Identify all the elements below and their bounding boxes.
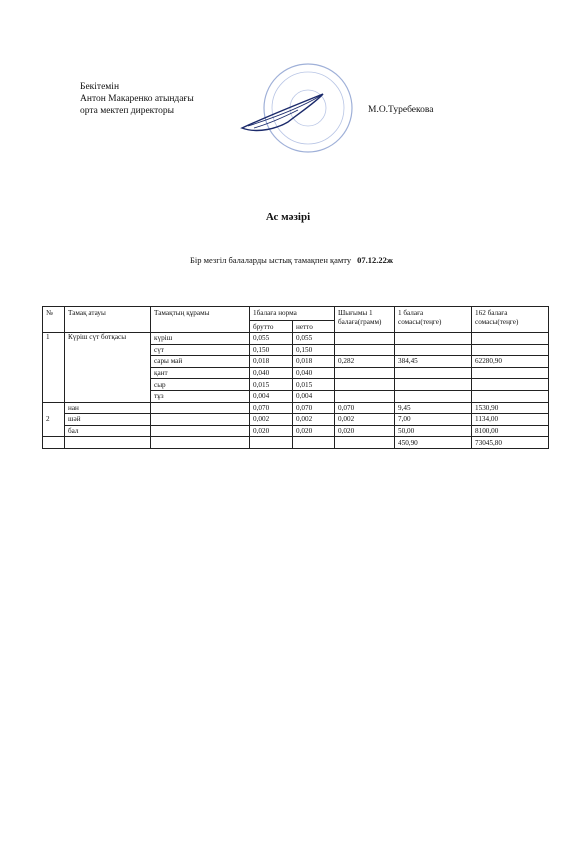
net: 0,020 — [293, 425, 335, 437]
header-norm: 1балаға норма — [250, 307, 335, 321]
net: 0,150 — [293, 344, 335, 356]
header-cost1: 1 балаға сомасы(теңге) — [395, 307, 472, 333]
output — [335, 333, 395, 345]
stamp-signature-image — [228, 56, 368, 166]
net: 0,004 — [293, 390, 335, 402]
net: 0,055 — [293, 333, 335, 345]
ingredient: күріш — [151, 333, 250, 345]
output — [335, 390, 395, 402]
cost162 — [472, 390, 549, 402]
table-row — [43, 425, 549, 437]
table-row — [43, 333, 549, 345]
ingredient: тұз — [151, 390, 250, 402]
cost162 — [472, 333, 549, 345]
subtitle — [190, 255, 393, 265]
page-title: Ас мәзірі — [265, 211, 311, 223]
header-cost162: 162 балаға сомасы(теңге) — [472, 307, 549, 333]
cost162 — [472, 379, 549, 391]
ingredient: нан — [65, 402, 151, 414]
approval-line-2: Антон Макаренко атындағы — [80, 94, 194, 104]
gross: 0,070 — [250, 402, 293, 414]
output — [335, 379, 395, 391]
cost1: 50,00 — [395, 425, 472, 437]
header-num: № — [43, 307, 65, 333]
net: 0,018 — [293, 356, 335, 368]
header-gross: брутто — [250, 321, 293, 333]
header-dish: Тамақ атауы — [65, 307, 151, 333]
gross: 0,040 — [250, 367, 293, 379]
cost162 — [472, 344, 549, 356]
cost1 — [395, 333, 472, 345]
net: 0,070 — [293, 402, 335, 414]
cost162: 1134,00 — [472, 414, 549, 426]
gross: 0,150 — [250, 344, 293, 356]
ingredient: сыр — [151, 379, 250, 391]
total-cost1: 450,90 — [395, 437, 472, 449]
ingredient: сары май — [151, 356, 250, 368]
cost1 — [395, 379, 472, 391]
ingredient: қант — [151, 367, 250, 379]
cost162 — [472, 367, 549, 379]
menu-table — [42, 306, 549, 449]
output — [335, 367, 395, 379]
total-cost162: 73045,80 — [472, 437, 549, 449]
cost1 — [395, 390, 472, 402]
net: 0,015 — [293, 379, 335, 391]
gross: 0,002 — [250, 414, 293, 426]
cost1: 9,45 — [395, 402, 472, 414]
header-composition: Тамақтың құрамы — [151, 307, 250, 333]
cost1: 384,45 — [395, 356, 472, 368]
gross: 0,055 — [250, 333, 293, 345]
gross: 0,004 — [250, 390, 293, 402]
output: 0,002 — [335, 414, 395, 426]
output: 0,282 — [335, 356, 395, 368]
table-header-row — [43, 307, 549, 321]
gross: 0,015 — [250, 379, 293, 391]
net: 0,002 — [293, 414, 335, 426]
ingredient: сүт — [151, 344, 250, 356]
totals-row — [43, 437, 549, 449]
output: 0,070 — [335, 402, 395, 414]
cost162: 62280,90 — [472, 356, 549, 368]
director-name: М.О.Туребекова — [368, 105, 434, 115]
gross: 0,020 — [250, 425, 293, 437]
cost1 — [395, 344, 472, 356]
gross: 0,018 — [250, 356, 293, 368]
subtitle-date: 07.12.22ж — [357, 255, 394, 265]
ingredient: бал — [65, 425, 151, 437]
approval-line-3: орта мектеп директоры — [80, 106, 175, 116]
group-num: 2 — [43, 402, 65, 437]
output: 0,020 — [335, 425, 395, 437]
cost162: 8100,00 — [472, 425, 549, 437]
dish-name: Күріш сүт ботқасы — [65, 333, 151, 403]
cost1: 7,00 — [395, 414, 472, 426]
composition — [151, 414, 250, 426]
composition — [151, 402, 250, 414]
approval-line-1: Бекітемін — [80, 82, 120, 92]
table-row — [43, 402, 549, 414]
subtitle-text: Бір мезгіл балаларды ыстық тамақпен қамту — [190, 255, 352, 265]
output — [335, 344, 395, 356]
header-net: нетто — [293, 321, 335, 333]
composition — [151, 425, 250, 437]
ingredient: шәй — [65, 414, 151, 426]
net: 0,040 — [293, 367, 335, 379]
cost1 — [395, 367, 472, 379]
header-output: Шығымы 1 балаға(грамм) — [335, 307, 395, 333]
cost162: 1530,90 — [472, 402, 549, 414]
table-row — [43, 414, 549, 426]
group-num: 1 — [43, 333, 65, 403]
approval-block — [80, 81, 194, 117]
